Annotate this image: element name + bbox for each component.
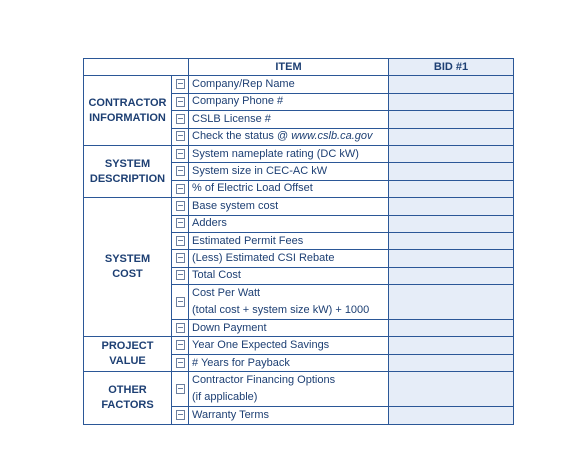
checkbox-icon: [176, 297, 185, 307]
category-label-line: COST: [112, 268, 143, 281]
bid-input-cell[interactable]: [389, 372, 514, 407]
checkbox-icon: [176, 201, 185, 211]
category-label-line: OTHER: [108, 383, 147, 396]
checkbox-icon: [176, 410, 185, 420]
row-checkbox[interactable]: [172, 145, 189, 162]
checkbox-icon: [176, 114, 185, 124]
item-label-financing: [189, 372, 389, 407]
checkbox-icon: [176, 236, 185, 246]
row-checkbox[interactable]: [172, 163, 189, 180]
category-label-line: DESCRIPTION: [89, 172, 166, 185]
status-prefix: Check the status @: [192, 130, 292, 143]
checkbox-icon: [176, 218, 185, 228]
item-label-line: (if applicable): [192, 391, 258, 404]
bid-input-cell[interactable]: [389, 111, 514, 128]
row-checkbox[interactable]: [172, 128, 189, 145]
checkbox-icon: [176, 384, 185, 394]
item-label-line: Cost Per Watt: [192, 287, 261, 300]
row-checkbox[interactable]: [172, 337, 189, 354]
bid-input-cell[interactable]: [389, 180, 514, 197]
bid-input-cell[interactable]: [389, 250, 514, 267]
checkbox-icon: [176, 149, 185, 159]
checkbox-icon: [176, 131, 185, 141]
row-checkbox[interactable]: [172, 250, 189, 267]
bid-input-cell[interactable]: [389, 320, 514, 337]
item-label: Adders: [189, 215, 389, 232]
item-label-line: (total cost + system size kW) + 1000: [192, 304, 370, 317]
category-label-line: VALUE: [109, 355, 146, 368]
item-label: (Less) Estimated CSI Rebate: [189, 250, 389, 267]
bid-column-header: BID #1: [389, 59, 514, 76]
row-checkbox[interactable]: [172, 407, 189, 424]
bid-input-cell[interactable]: [389, 285, 514, 320]
category-project-value: [84, 337, 172, 372]
bid-input-cell[interactable]: [389, 232, 514, 249]
bid-comparison-table: [83, 58, 514, 425]
item-label: Base system cost: [189, 198, 389, 215]
bid-input-cell[interactable]: [389, 163, 514, 180]
item-label: % of Electric Load Offset: [189, 180, 389, 197]
row-checkbox[interactable]: [172, 285, 189, 320]
bid-input-cell[interactable]: [389, 145, 514, 162]
table-row: [84, 198, 514, 215]
item-label: Down Payment: [189, 320, 389, 337]
item-label: Warranty Terms: [189, 407, 389, 424]
row-checkbox[interactable]: [172, 320, 189, 337]
bid-input-cell[interactable]: [389, 76, 514, 93]
category-system-cost: [84, 198, 172, 337]
row-checkbox[interactable]: [172, 267, 189, 284]
category-label-line: INFORMATION: [89, 111, 166, 124]
item-label: System size in CEC-AC kW: [189, 163, 389, 180]
category-label-line: PROJECT: [101, 340, 154, 353]
item-label: CSLB License #: [189, 111, 389, 128]
item-label: Company/Rep Name: [189, 76, 389, 93]
bid-input-cell[interactable]: [389, 93, 514, 110]
item-label: Company Phone #: [189, 93, 389, 110]
header-row: [84, 59, 514, 76]
row-checkbox[interactable]: [172, 198, 189, 215]
row-checkbox[interactable]: [172, 354, 189, 371]
bid-input-cell[interactable]: [389, 267, 514, 284]
item-label: Estimated Permit Fees: [189, 232, 389, 249]
bid-input-cell[interactable]: [389, 407, 514, 424]
cslb-link[interactable]: www.cslb.ca.gov: [291, 130, 373, 143]
checkbox-icon: [176, 253, 185, 263]
header-blank-cell: [84, 59, 189, 76]
item-label: System nameplate rating (DC kW): [189, 145, 389, 162]
checkbox-icon: [176, 323, 185, 333]
item-label: Total Cost: [189, 267, 389, 284]
bid-input-cell[interactable]: [389, 337, 514, 354]
checkbox-icon: [176, 340, 185, 350]
row-checkbox[interactable]: [172, 232, 189, 249]
row-checkbox[interactable]: [172, 76, 189, 93]
checkbox-icon: [176, 358, 185, 368]
row-checkbox[interactable]: [172, 111, 189, 128]
category-label-line: FACTORS: [101, 398, 154, 411]
table-row: [84, 337, 514, 354]
category-system-description: [84, 145, 172, 197]
checkbox-icon: [176, 270, 185, 280]
row-checkbox[interactable]: [172, 372, 189, 407]
bid-input-cell[interactable]: [389, 215, 514, 232]
category-label-line: SYSTEM: [104, 157, 151, 170]
bid-input-cell[interactable]: [389, 354, 514, 371]
row-checkbox[interactable]: [172, 215, 189, 232]
item-label-cost-per-watt: [189, 285, 389, 320]
table-row: [84, 76, 514, 93]
table-row: [84, 145, 514, 162]
category-other-factors: [84, 372, 172, 424]
checkbox-icon: [176, 79, 185, 89]
row-checkbox[interactable]: [172, 93, 189, 110]
checkbox-icon: [176, 184, 185, 194]
category-label-line: CONTRACTOR: [88, 96, 167, 109]
item-label: # Years for Payback: [189, 354, 389, 371]
item-column-header: ITEM: [189, 59, 389, 76]
item-label-line: Contractor Financing Options: [192, 374, 336, 387]
category-label-line: SYSTEM: [104, 253, 151, 266]
category-contractor-information: [84, 76, 172, 146]
checkbox-icon: [176, 166, 185, 176]
row-checkbox[interactable]: [172, 180, 189, 197]
bid-input-cell[interactable]: [389, 128, 514, 145]
item-label: Year One Expected Savings: [189, 337, 389, 354]
table-row: [84, 372, 514, 407]
item-label-status: [189, 128, 389, 145]
checkbox-icon: [176, 97, 185, 107]
bid-input-cell[interactable]: [389, 198, 514, 215]
